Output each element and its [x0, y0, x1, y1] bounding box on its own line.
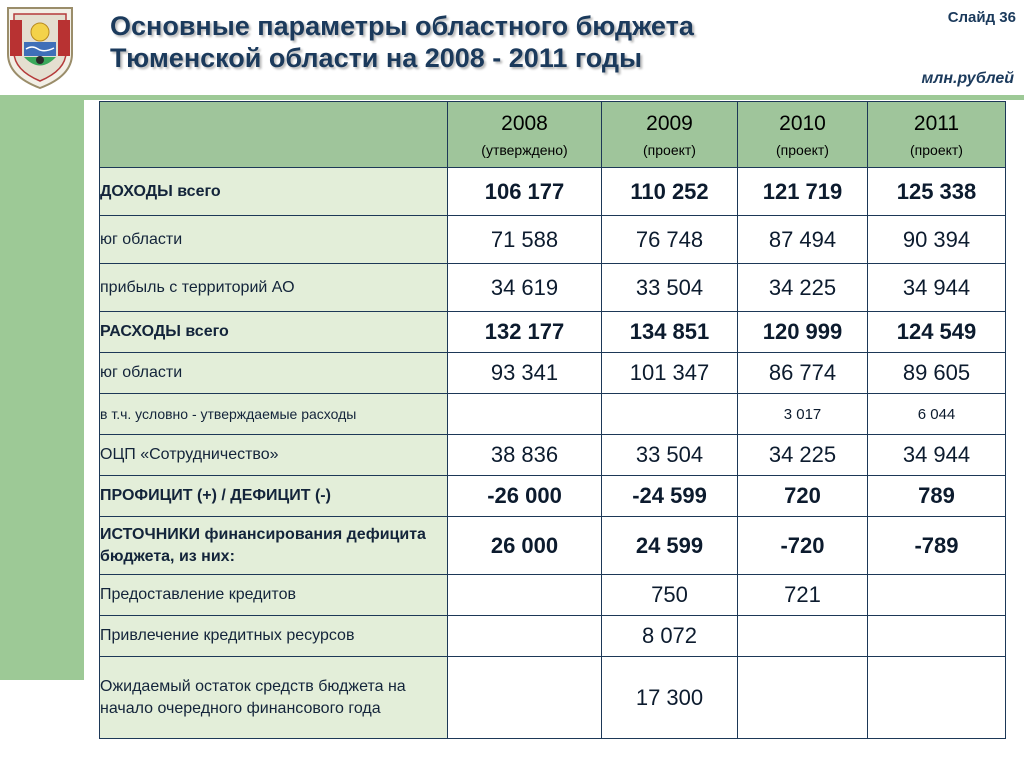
- year-status: (проект): [776, 141, 829, 158]
- cell-value: 789: [868, 476, 1006, 517]
- cell-value: -789: [868, 517, 1006, 575]
- table-row: [100, 216, 1006, 264]
- table-row: [100, 264, 1006, 312]
- table-row: [100, 476, 1006, 517]
- cell-value: [738, 657, 868, 739]
- table-row: [100, 168, 1006, 216]
- cell-value: 26 000: [448, 517, 602, 575]
- cell-value: [448, 575, 602, 616]
- page-title: [110, 10, 760, 74]
- row-label: прибыль с территорий АО: [100, 264, 448, 312]
- cell-value: 721: [738, 575, 868, 616]
- row-label: Ожидаемый остаток средств бюджета на начало очередного финансового года: [100, 657, 448, 739]
- cell-value: 8 072: [602, 616, 738, 657]
- cell-value: 76 748: [602, 216, 738, 264]
- table-header-row: [100, 102, 1006, 168]
- header-year-2009: [602, 102, 738, 168]
- cell-value: 87 494: [738, 216, 868, 264]
- cell-value: 121 719: [738, 168, 868, 216]
- header-year-2008: [448, 102, 602, 168]
- cell-value: 33 504: [602, 435, 738, 476]
- slide-number: Слайд 36: [947, 9, 1016, 26]
- left-green-panel: [0, 95, 84, 680]
- cell-value: -26 000: [448, 476, 602, 517]
- cell-value: 90 394: [868, 216, 1006, 264]
- year-label: 2011: [913, 111, 960, 135]
- cell-value: 134 851: [602, 312, 738, 353]
- cell-value: 71 588: [448, 216, 602, 264]
- budget-table: [99, 101, 1006, 739]
- cell-value: [602, 394, 738, 435]
- cell-value: [868, 657, 1006, 739]
- cell-value: 6 044: [868, 394, 1006, 435]
- cell-value: 93 341: [448, 353, 602, 394]
- cell-value: 34 225: [738, 435, 868, 476]
- cell-value: 132 177: [448, 312, 602, 353]
- coat-of-arms-icon: [2, 2, 78, 90]
- cell-value: 101 347: [602, 353, 738, 394]
- cell-value: [448, 657, 602, 739]
- row-label: ИСТОЧНИКИ финансирования дефицита бюджета, из них:: [100, 517, 448, 575]
- cell-value: 720: [738, 476, 868, 517]
- year-label: 2008: [501, 111, 548, 135]
- cell-value: -720: [738, 517, 868, 575]
- table-row: [100, 312, 1006, 353]
- cell-value: [738, 616, 868, 657]
- table-row: [100, 435, 1006, 476]
- cell-value: 38 836: [448, 435, 602, 476]
- cell-value: [868, 575, 1006, 616]
- year-label: 2009: [646, 111, 693, 135]
- header-corner-cell: [100, 102, 448, 168]
- cell-value: 750: [602, 575, 738, 616]
- table-row: [100, 517, 1006, 575]
- unit-label: млн.рублей: [921, 70, 1014, 87]
- cell-value: 33 504: [602, 264, 738, 312]
- row-label: ПРОФИЦИТ (+) / ДЕФИЦИТ (-): [100, 476, 448, 517]
- cell-value: 125 338: [868, 168, 1006, 216]
- cell-value: 3 017: [738, 394, 868, 435]
- row-label: ОЦП «Сотрудничество»: [100, 435, 448, 476]
- header-year-2011: [868, 102, 1006, 168]
- year-status: (проект): [910, 141, 963, 158]
- row-label: РАСХОДЫ всего: [100, 312, 448, 353]
- cell-value: 34 944: [868, 435, 1006, 476]
- row-label: Предоставление кредитов: [100, 575, 448, 616]
- title-line-1: Основные параметры областного бюджета: [110, 11, 694, 41]
- cell-value: 120 999: [738, 312, 868, 353]
- cell-value: 34 225: [738, 264, 868, 312]
- cell-value: 24 599: [602, 517, 738, 575]
- top-green-stripe: [84, 95, 1024, 100]
- row-label: юг области: [100, 353, 448, 394]
- cell-value: [448, 394, 602, 435]
- cell-value: 34 619: [448, 264, 602, 312]
- cell-value: 106 177: [448, 168, 602, 216]
- header-year-2010: [738, 102, 868, 168]
- cell-value: 110 252: [602, 168, 738, 216]
- cell-value: 34 944: [868, 264, 1006, 312]
- cell-value: 124 549: [868, 312, 1006, 353]
- cell-value: [448, 616, 602, 657]
- table-row: [100, 657, 1006, 739]
- row-label: юг области: [100, 216, 448, 264]
- table-row: [100, 575, 1006, 616]
- cell-value: 86 774: [738, 353, 868, 394]
- cell-value: -24 599: [602, 476, 738, 517]
- row-label: в т.ч. условно - утверждаемые расходы: [100, 394, 448, 435]
- cell-value: [868, 616, 1006, 657]
- table-row: [100, 353, 1006, 394]
- year-status: (проект): [643, 141, 696, 158]
- cell-value: 17 300: [602, 657, 738, 739]
- cell-value: 89 605: [868, 353, 1006, 394]
- table-row: [100, 394, 1006, 435]
- row-label: Привлечение кредитных ресурсов: [100, 616, 448, 657]
- year-status: (утверждено): [481, 141, 568, 158]
- year-label: 2010: [779, 111, 826, 135]
- row-label: ДОХОДЫ всего: [100, 168, 448, 216]
- table-row: [100, 616, 1006, 657]
- title-line-2: Тюменской области на 2008 - 2011 годы: [110, 43, 643, 73]
